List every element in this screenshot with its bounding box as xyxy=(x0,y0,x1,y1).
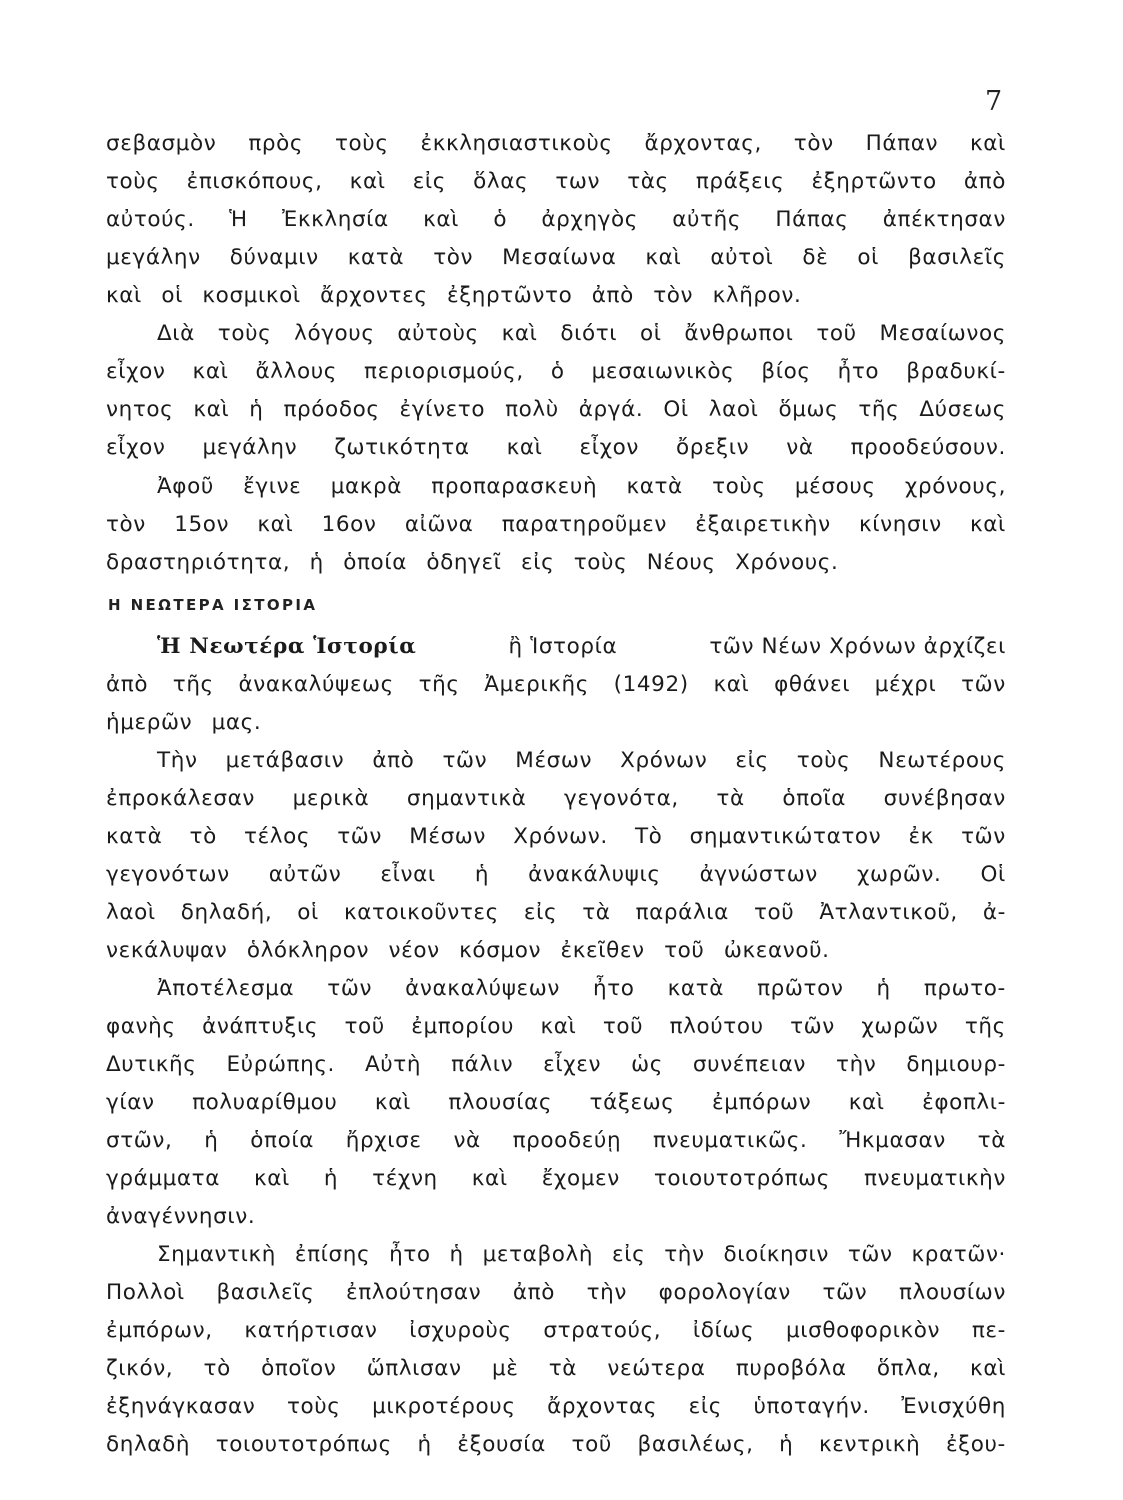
line-30: Πολλοὶ βασιλεῖς ἐπλούτησαν ἀπὸ τὴν φορολογίαν τῶν πλουσίων xyxy=(106,1280,1006,1305)
line-7: εἶχον καὶ ἄλλους περιορισμούς, ὁ μεσαιωνικὸς βίος ἦτο βραδυκί- xyxy=(106,359,1006,384)
line-11: τὸν 15ον καὶ 16ον αἰῶνα παρατηροῦμεν ἐξαιρετικὴν κίνησιν καὶ xyxy=(106,512,1006,537)
line-24: Δυτικῆς Εὐρώπης. Αὐτὴ πάλιν εἶχεν ὡς συνέπειαν τὴν δημιουρ- xyxy=(106,1052,1006,1077)
line-10: Ἀφοῦ ἔγινε μακρὰ προπαρασκευὴ κατὰ τοὺς μέσους χρόνους, xyxy=(157,474,1006,499)
line-15: ἡμερῶν μας. xyxy=(106,710,262,735)
line-14: ἀπὸ τῆς ἀνακαλύψεως τῆς Ἀμερικῆς (1492) καὶ φθάνει μέχρι τῶν xyxy=(106,672,1006,697)
page-number: 7 xyxy=(985,86,1003,117)
line-5: καὶ οἱ κοσμικοὶ ἄρχοντες ἐξηρτῶντο ἀπὸ τὸν κλῆρον. xyxy=(106,283,802,308)
line-6: Διὰ τοὺς λόγους αὐτοὺς καὶ διότι οἱ ἄνθρωποι τοῦ Μεσαίωνος xyxy=(157,321,1006,346)
line-31: ἐμπόρων, κατήρτισαν ἰσχυροὺς στρατούς, ἰδίως μισθοφορικὸν πε- xyxy=(106,1318,1006,1343)
line-21: νεκάλυψαν ὁλόκληρον νέον κόσμον ἐκεῖθεν τοῦ ὠκεανοῦ. xyxy=(106,938,830,963)
line-22: Ἀποτέλεσμα τῶν ἀνακαλύψεων ἦτο κατὰ πρῶτον ἡ πρωτο- xyxy=(157,976,1006,1001)
line-28: ἀναγέννησιν. xyxy=(106,1204,256,1229)
line-3: αὐτούς. Ἡ Ἐκκλησία καὶ ὁ ἀρχηγὸς αὐτῆς Πάπας ἀπέκτησαν xyxy=(106,207,1006,232)
line-12: δραστηριότητα, ἡ ὁποία ὁδηγεῖ εἰς τοὺς Νέους Χρόνους. xyxy=(106,550,839,575)
line-34: δηλαδὴ τοιουτοτρόπως ἡ ἐξουσία τοῦ βασιλέως, ἡ κεντρικὴ ἐξου- xyxy=(106,1432,1006,1457)
line-2: τοὺς ἐπισκόπους, καὶ εἰς ὅλας των τὰς πράξεις ἐξηρτῶντο ἀπὸ xyxy=(106,169,1006,194)
line-4: μεγάλην δύναμιν κατὰ τὸν Μεσαίωνα καὶ αὐτοὶ δὲ οἱ βασιλεῖς xyxy=(106,245,1006,270)
line-9: εἶχον μεγάλην ζωτικότητα καὶ εἶχον ὄρεξιν νὰ προοδεύσουν. xyxy=(106,435,1006,460)
bold-term-1: Ἡ Νεωτέρα Ἱστορία xyxy=(157,634,417,659)
line-29: Σημαντικὴ ἐπίσης ἦτο ἡ μεταβολὴ εἰς τὴν διοίκησιν τῶν κρατῶν· xyxy=(157,1242,1006,1267)
line-32: ζικόν, τὸ ὁποῖον ὥπλισαν μὲ τὰ νεώτερα πυροβόλα ὅπλα, καὶ xyxy=(106,1356,1006,1381)
line-20: λαοὶ δηλαδή, οἱ κατοικοῦντες εἰς τὰ παράλια τοῦ Ἀτλαντικοῦ, ἀ- xyxy=(106,900,1006,925)
line-26: στῶν, ἡ ὁποία ἤρχισε νὰ προοδεύῃ πνευματικῶς. Ἤκμασαν τὰ xyxy=(106,1128,1006,1153)
line-13-rest: τῶν Νέων Χρόνων ἀρχίζει xyxy=(709,634,1006,659)
section-heading: Η ΝΕΩΤΕΡΑ ΙΣΤΟΡΙΑ xyxy=(108,596,318,614)
line-16: Τὴν μετάβασιν ἀπὸ τῶν Μέσων Χρόνων εἰς τοὺς Νεωτέρους xyxy=(157,748,1006,773)
line-27: γράμματα καὶ ἡ τέχνη καὶ ἔχομεν τοιουτοτρόπως πνευματικὴν xyxy=(106,1166,1006,1191)
line-17: ἐπροκάλεσαν μερικὰ σημαντικὰ γεγονότα, τὰ ὁποῖα συνέβησαν xyxy=(106,786,1006,811)
line-19: γεγονότων αὐτῶν εἶναι ἡ ἀνακάλυψις ἀγνώστων χωρῶν. Οἱ xyxy=(106,862,1006,887)
line-18: κατὰ τὸ τέλος τῶν Μέσων Χρόνων. Τὸ σημαντικώτατον ἐκ τῶν xyxy=(106,824,1006,849)
bold-term-2: ἢ Ἱστορία xyxy=(508,634,618,659)
line-13 xyxy=(157,630,1006,664)
line-23: φανὴς ἀνάπτυξις τοῦ ἐμπορίου καὶ τοῦ πλούτου τῶν χωρῶν τῆς xyxy=(106,1014,1006,1039)
line-8: νητος καὶ ἡ πρόοδος ἐγίνετο πολὺ ἀργά. Οἱ λαοὶ ὅμως τῆς Δύσεως xyxy=(106,397,1006,422)
line-25: γίαν πολυαρίθμου καὶ πλουσίας τάξεως ἐμπόρων καὶ ἐφοπλι- xyxy=(106,1090,1006,1115)
line-33: ἐξηνάγκασαν τοὺς μικροτέρους ἄρχοντας εἰς ὑποταγήν. Ἐνισχύθη xyxy=(106,1394,1006,1419)
line-1: σεβασμὸν πρὸς τοὺς ἐκκλησιαστικοὺς ἄρχοντας, τὸν Πάπαν καὶ xyxy=(106,131,1006,156)
